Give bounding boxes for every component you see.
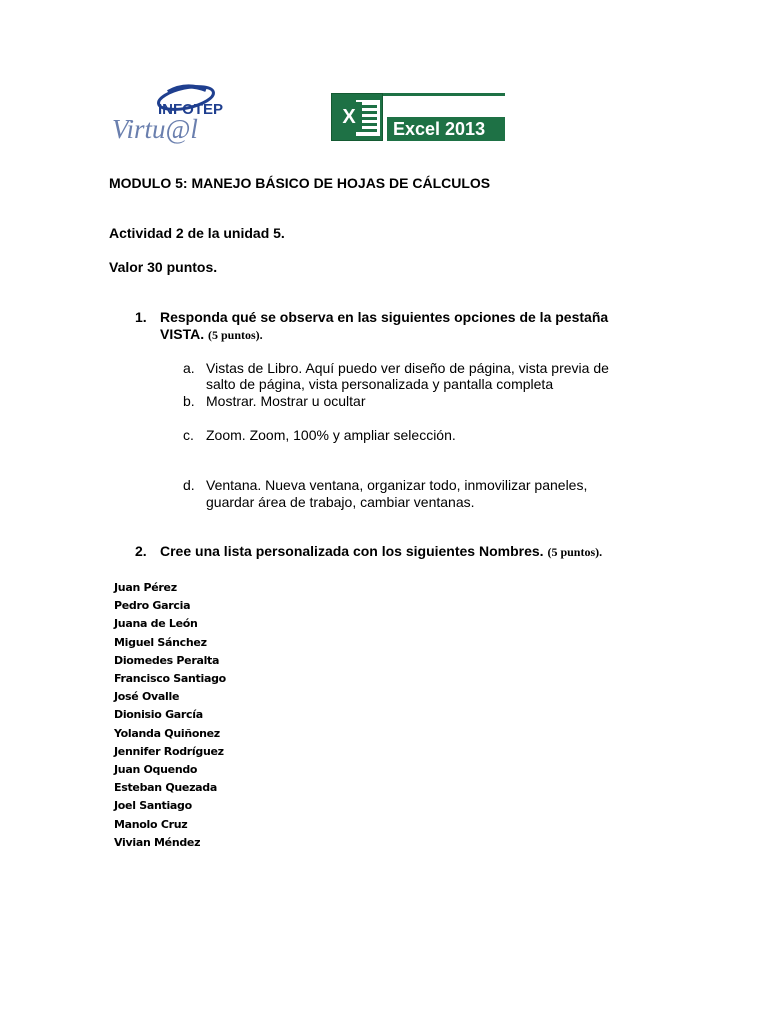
svg-text:Virtu@l: Virtu@l [112, 114, 198, 144]
list-item: Manolo Cruz [114, 817, 188, 831]
excel-label: Excel 2013 [387, 117, 505, 141]
list-item: Francisco Santiago [114, 672, 226, 686]
answer-a-line-1: Vistas de Libro. Aquí puedo ver diseño de página, vista previa de [206, 360, 609, 376]
infotep-virtual-logo [108, 82, 224, 144]
list-item: Diomedes Peralta [114, 653, 220, 667]
list-item: Juan Pérez [114, 581, 177, 594]
names-list [114, 579, 226, 852]
answer-d-letter: d. [183, 477, 195, 493]
answer-a-letter: a. [183, 360, 195, 376]
list-item: Juana de León [114, 617, 198, 631]
list-item: Juan Oquendo [114, 763, 198, 777]
answer-b-line-1: Mostrar. Mostrar u ocultar [206, 393, 366, 409]
svg-text:INFOTEP: INFOTEP [158, 101, 224, 118]
question-1-line-1: Responda qué se observa en las siguientes opciones de la pestaña [160, 309, 609, 325]
answer-c-line-1: Zoom. Zoom, 100% y ampliar selección. [206, 427, 456, 443]
answer-d-line-1: Ventana. Nueva ventana, organizar todo, inmovilizar paneles, [206, 477, 588, 493]
question-2-text: Cree una lista personalizada con los siguientes Nombres. [160, 543, 544, 559]
question-2-points: (5 puntos). [547, 545, 603, 559]
value-line: Valor 30 puntos. [109, 259, 218, 275]
module-title: MODULO 5: MANEJO BÁSICO DE HOJAS DE CÁLCULOS [109, 175, 491, 191]
list-item: Vivian Méndez [114, 835, 201, 849]
question-2-number: 2. [135, 543, 147, 559]
excel-icon: X [331, 93, 383, 141]
activity-line: Actividad 2 de la unidad 5. [109, 225, 285, 241]
excel-2013-logo [331, 93, 505, 141]
list-item: Miguel Sánchez [114, 635, 207, 649]
list-item: Jennifer Rodríguez [114, 744, 224, 758]
answer-d-line-2: guardar área de trabajo, cambiar ventanas. [206, 494, 475, 510]
list-item: Pedro Garcia [114, 599, 191, 613]
list-item: Esteban Quezada [114, 781, 218, 795]
answer-b-letter: b. [183, 393, 195, 409]
list-item: Dionisio García [114, 708, 203, 722]
question-2-line [160, 543, 602, 561]
list-item: José Ovalle [114, 690, 180, 704]
list-item: Yolanda Quiñonez [114, 726, 220, 740]
answer-c-letter: c. [183, 427, 194, 443]
question-1-tab-name: VISTA. [160, 326, 205, 342]
question-1-line-2 [160, 326, 263, 344]
answer-a-line-2: salto de página, vista personalizada y pantalla completa [206, 376, 554, 392]
question-1-number: 1. [135, 309, 147, 325]
question-1-points: (5 puntos). [207, 328, 263, 342]
list-item: Joel Santiago [114, 799, 192, 813]
